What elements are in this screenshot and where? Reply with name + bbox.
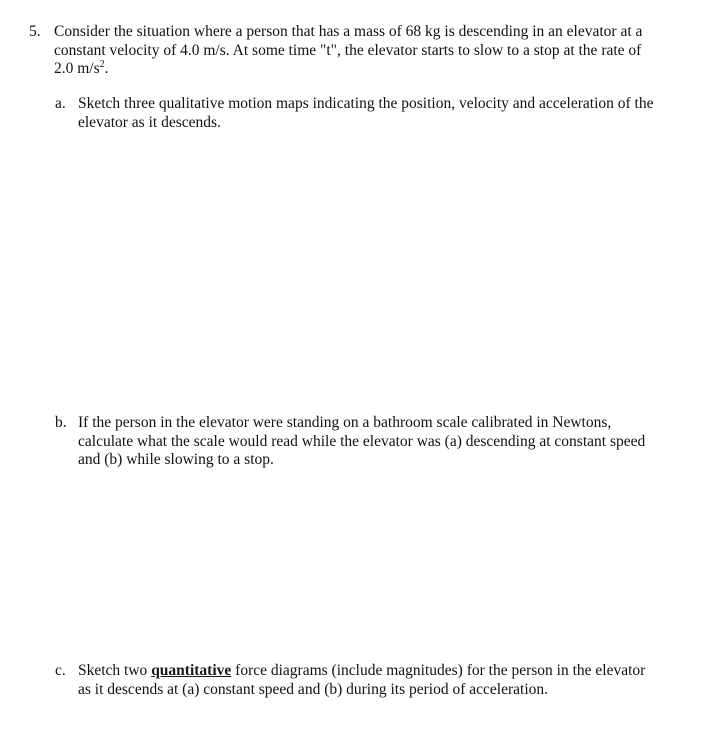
emphasized-word: quantitative [151,662,232,679]
part-c-post: force diagrams (include magnitudes) for the person in the elevator [231,662,646,679]
question-number: 5. [29,23,41,40]
part-b-text [78,414,645,470]
part-a-label: a. [55,95,66,112]
part-b-line: calculate what the scale would read while the elevator was (a) descending at constant speed [78,432,646,450]
part-c-label: c. [55,662,66,679]
question-line: Consider the situation where a person that has a mass of 68 kg is descending in an elevator at a [54,23,643,40]
question-text [54,23,642,79]
exponent: 2 [99,58,105,70]
question-line [54,60,642,79]
period: . [104,60,109,77]
part-a-line: elevator as it descends. [78,113,221,131]
part-b-line: If the person in the elevator were standing on a bathroom scale calibrated in Newtons, [78,414,612,431]
part-a-line: Sketch three qualitative motion maps indicating the position, velocity and acceleration of the [78,95,654,112]
part-c-line [78,662,645,681]
question-line: constant velocity of 4.0 m/s. At some time "t", the elevator starts to slow to a stop at the rate of [54,41,642,59]
part-c-pre: Sketch two [78,662,152,679]
part-b-line: and (b) while slowing to a stop. [78,451,274,468]
part-c-text [78,662,645,699]
part-b-label: b. [55,414,67,431]
part-a-text [78,95,653,132]
part-c-line: as it descends at (a) constant speed and (b) during its period of acceleration. [78,680,548,698]
acceleration-value: 2.0 m/s [54,60,100,77]
